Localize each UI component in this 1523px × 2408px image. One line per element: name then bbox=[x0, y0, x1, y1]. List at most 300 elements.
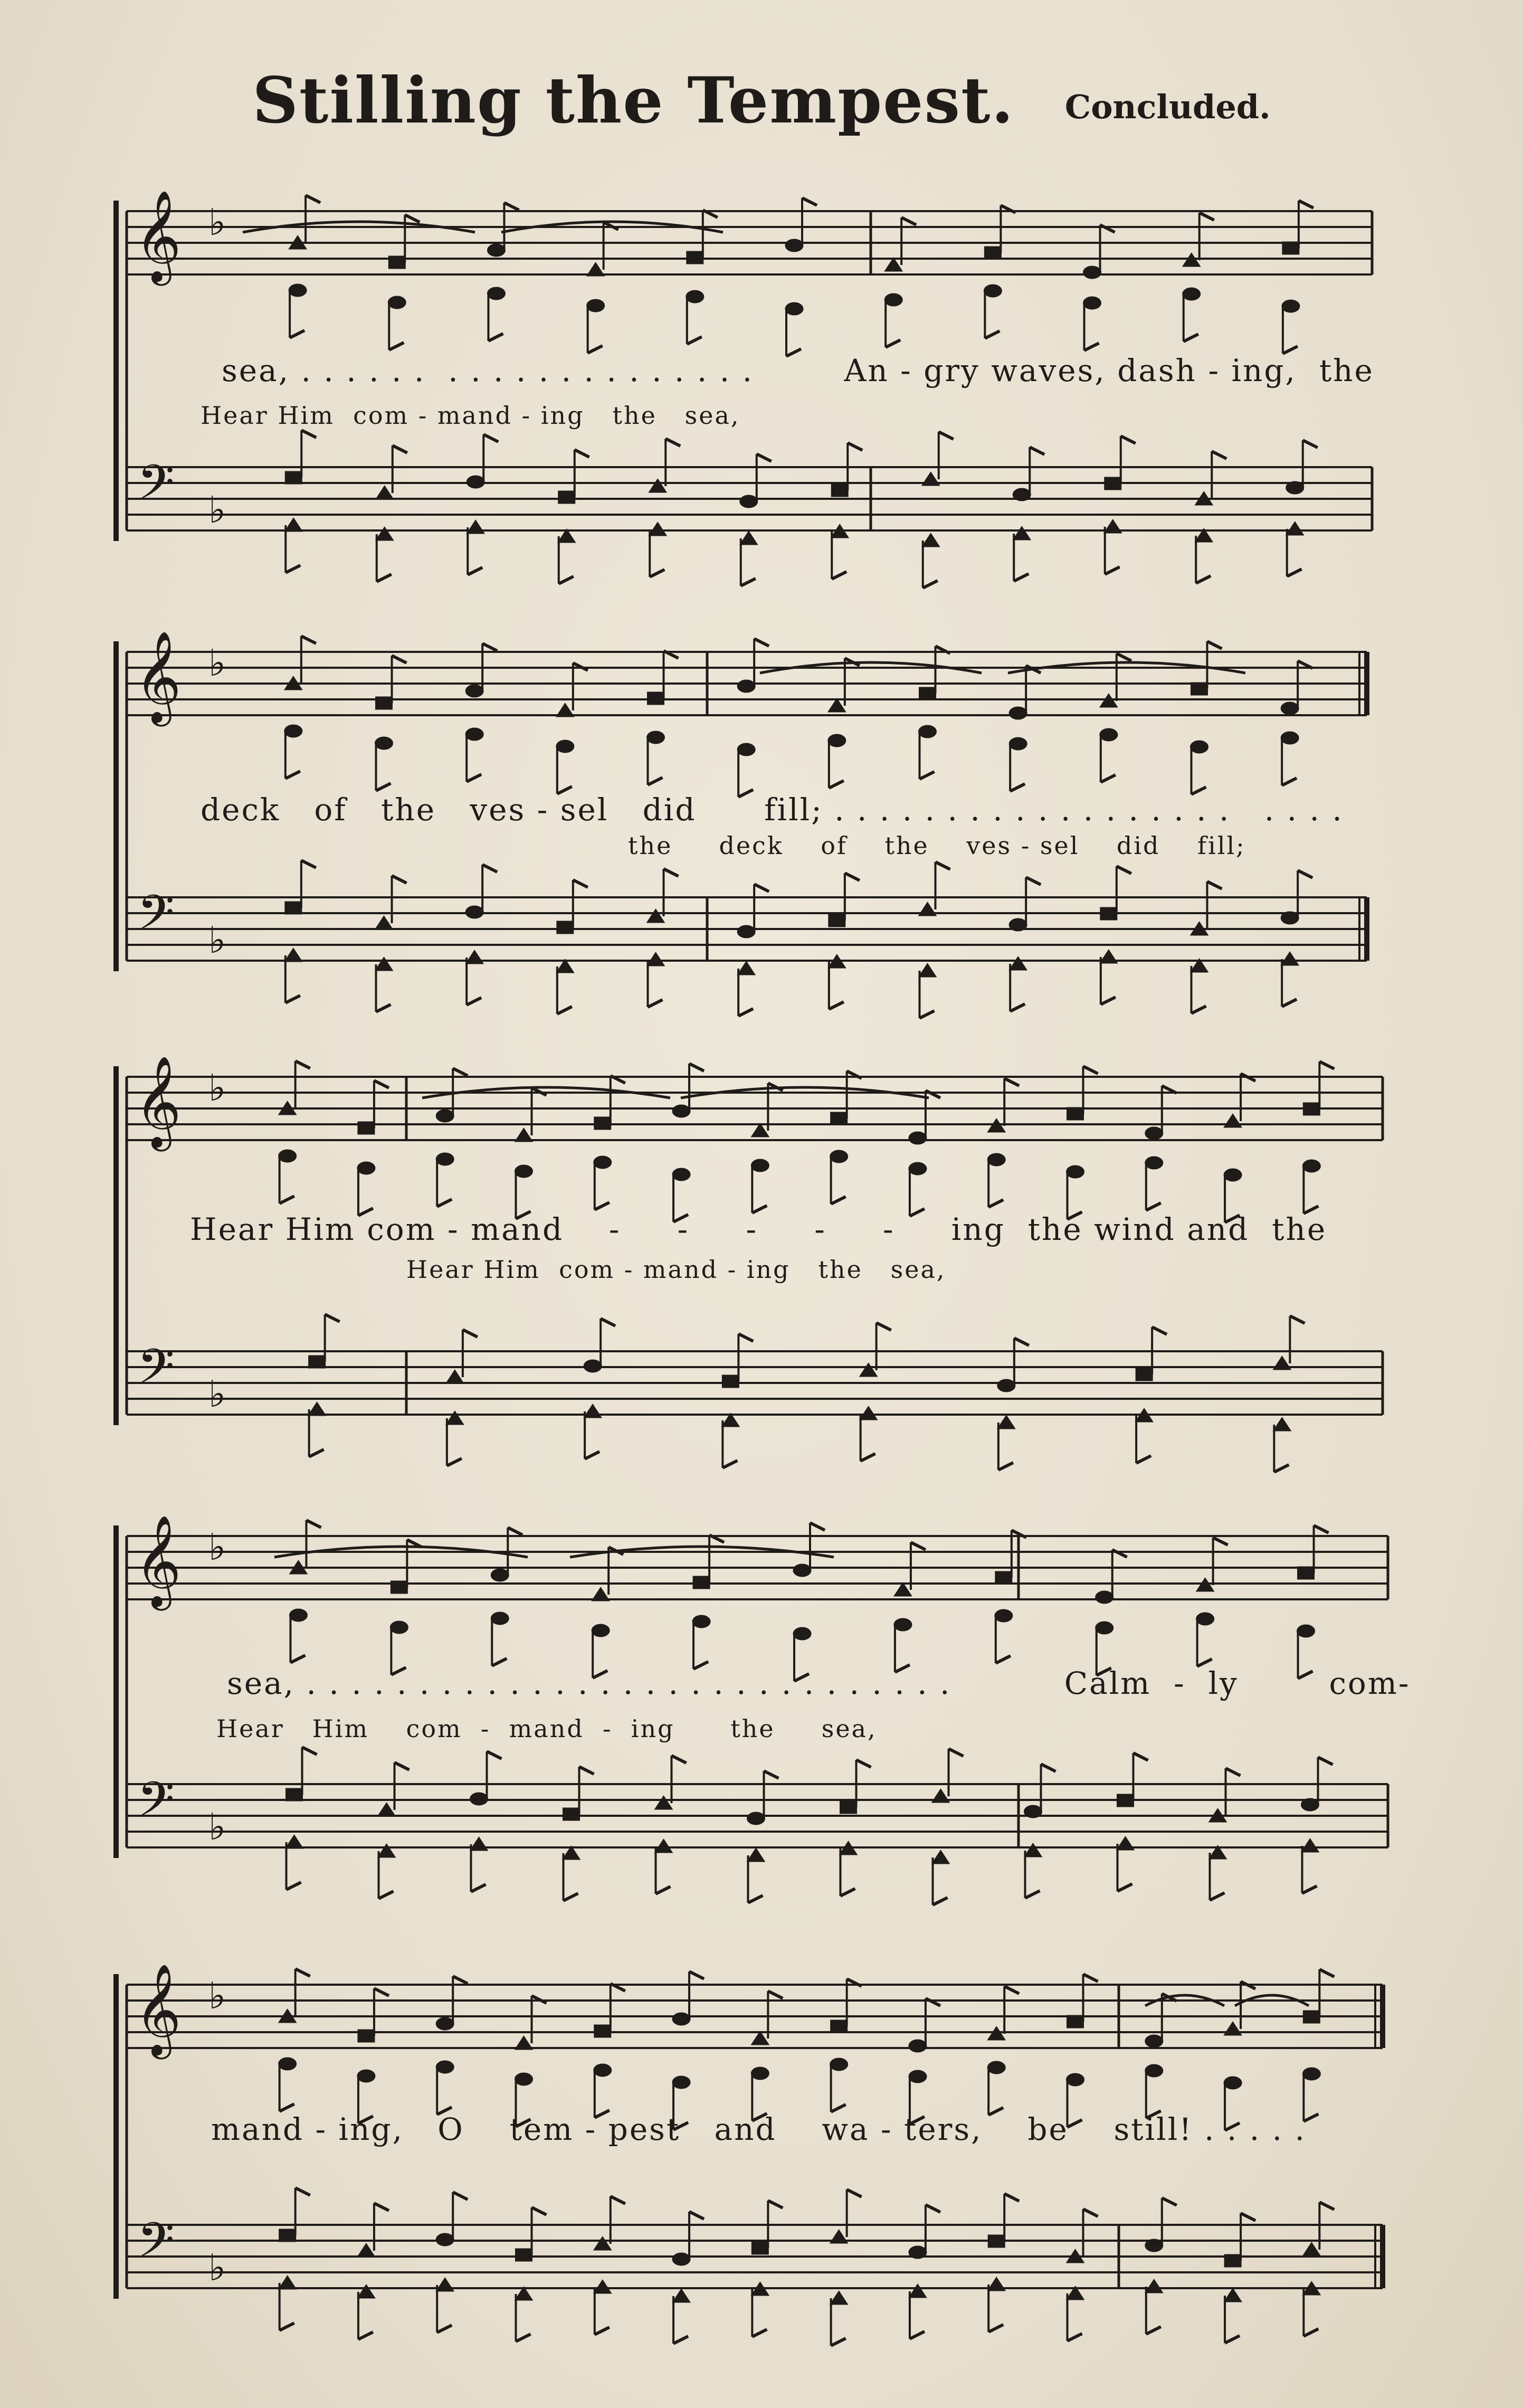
note-head bbox=[655, 1839, 673, 1853]
note-flag bbox=[949, 1749, 964, 1756]
note-head bbox=[672, 2253, 690, 2265]
note-head bbox=[672, 1105, 690, 1117]
note-head bbox=[785, 302, 803, 315]
note-flag bbox=[296, 1061, 310, 1068]
note-flag bbox=[1026, 877, 1041, 885]
note-flag bbox=[379, 1891, 394, 1899]
note-head bbox=[747, 1812, 765, 1825]
note-head bbox=[1273, 1417, 1291, 1431]
note-head bbox=[1067, 2015, 1084, 2028]
note-head bbox=[831, 2020, 848, 2033]
note-flag bbox=[389, 343, 404, 350]
note-head bbox=[987, 1153, 1005, 1166]
system-2-lyric-upper: deck of the ves - sel did fill; . . . . . . . . . . . . . . . . . . . . . . bbox=[201, 792, 1344, 828]
treble-clef-icon: 𝄞 bbox=[135, 1515, 182, 1607]
note-flag bbox=[1318, 1757, 1333, 1765]
note-head bbox=[1286, 522, 1304, 535]
note-head bbox=[1281, 732, 1299, 744]
note-flag bbox=[579, 1767, 594, 1774]
note-flag bbox=[1083, 2209, 1098, 2216]
note-head bbox=[909, 2246, 927, 2259]
note-head bbox=[592, 1624, 610, 1637]
note-flag bbox=[689, 1064, 704, 1071]
note-flag bbox=[664, 869, 679, 876]
note-flag bbox=[722, 1461, 737, 1468]
note-flag bbox=[1004, 2194, 1019, 2201]
note-flag bbox=[1298, 870, 1312, 878]
note-flag bbox=[933, 1898, 948, 1905]
note-flag bbox=[1004, 1078, 1019, 1086]
note-head bbox=[909, 2070, 927, 2083]
note-head bbox=[1183, 288, 1201, 300]
note-flag bbox=[1083, 1066, 1098, 1074]
note-head bbox=[740, 531, 758, 545]
system-3-lyric-upper: Hear Him com - mand - - - - - ing the wind and the bbox=[190, 1211, 1327, 1247]
note-head bbox=[995, 1571, 1012, 1584]
note-head bbox=[1105, 477, 1121, 490]
note-head bbox=[737, 680, 755, 693]
note-head bbox=[436, 2278, 454, 2291]
bass-clef-icon: 𝄢 bbox=[137, 1339, 175, 1406]
song-subtitle: Concluded. bbox=[1064, 88, 1271, 126]
note-flag bbox=[910, 2331, 925, 2339]
note-flag bbox=[374, 2203, 389, 2211]
note-head bbox=[1009, 956, 1027, 970]
note-head bbox=[647, 731, 665, 744]
note-flag bbox=[831, 2104, 846, 2112]
note-head bbox=[1196, 1613, 1214, 1625]
note-head bbox=[1100, 907, 1117, 920]
note-flag bbox=[504, 203, 519, 210]
note-head bbox=[1224, 1169, 1242, 1181]
note-flag bbox=[1010, 784, 1025, 791]
note-flag bbox=[1225, 2336, 1240, 2343]
note-head bbox=[284, 518, 302, 532]
note-flag bbox=[306, 1520, 321, 1528]
note-flag bbox=[1319, 1969, 1334, 1977]
note-flag bbox=[768, 2201, 783, 2208]
note-flag bbox=[831, 1197, 846, 1204]
note-head bbox=[1145, 2239, 1163, 2252]
note-flag bbox=[358, 2332, 373, 2339]
note-flag bbox=[648, 778, 663, 785]
note-head bbox=[584, 1404, 602, 1418]
note-head bbox=[1302, 2242, 1320, 2256]
note-head bbox=[987, 2061, 1005, 2074]
note-flag bbox=[1117, 653, 1131, 661]
note-flag bbox=[1146, 1203, 1161, 1210]
note-flag bbox=[687, 337, 702, 344]
note-flag bbox=[939, 432, 954, 439]
note-head bbox=[1303, 2011, 1320, 2023]
note-head bbox=[279, 2058, 297, 2070]
system-5-lyric-upper: mand - ing, O tem - pest and wa - ters, be still! . . . . . bbox=[211, 2111, 1306, 2147]
note-flag bbox=[557, 1007, 572, 1014]
note-flag bbox=[374, 1988, 389, 1996]
note-head bbox=[995, 1609, 1013, 1622]
note-head bbox=[1145, 2279, 1163, 2293]
note-head bbox=[785, 239, 803, 252]
note-flag bbox=[487, 1751, 502, 1759]
note-head bbox=[487, 287, 505, 300]
note-head bbox=[388, 256, 405, 269]
note-head bbox=[1067, 1165, 1084, 1178]
note-head bbox=[1067, 1107, 1084, 1120]
note-head bbox=[829, 914, 845, 927]
note-head bbox=[1009, 707, 1027, 719]
note-flag bbox=[1287, 569, 1302, 576]
note-head bbox=[828, 734, 846, 747]
note-head bbox=[647, 952, 665, 966]
note-head bbox=[1145, 1127, 1163, 1140]
note-head bbox=[932, 1789, 950, 1803]
note-head bbox=[467, 520, 484, 534]
note-flag bbox=[829, 781, 844, 788]
note-head bbox=[1024, 1805, 1042, 1818]
note-head bbox=[894, 1618, 912, 1631]
note-flag bbox=[482, 643, 497, 651]
note-head bbox=[655, 1796, 673, 1809]
note-flag bbox=[1117, 866, 1131, 874]
note-flag bbox=[280, 2323, 294, 2330]
note-head bbox=[465, 728, 483, 741]
note-head bbox=[594, 2236, 612, 2250]
note-flag bbox=[1241, 2213, 1255, 2221]
note-flag bbox=[665, 439, 680, 446]
bass-clef-icon: 𝄢 bbox=[137, 454, 175, 522]
note-head bbox=[594, 2064, 612, 2077]
note-head bbox=[1024, 1843, 1042, 1857]
note-flag bbox=[1319, 1061, 1334, 1069]
note-flag bbox=[845, 873, 860, 880]
note-head bbox=[922, 533, 940, 547]
system-1-lyric-lower: Hear Him com - mand - ing the sea, bbox=[201, 401, 740, 430]
note-head bbox=[648, 692, 664, 705]
note-head bbox=[357, 2284, 375, 2298]
note-flag bbox=[1014, 1338, 1029, 1345]
treble-clef-icon: 𝄞 bbox=[135, 190, 182, 282]
note-flag bbox=[810, 1523, 825, 1530]
note-head bbox=[693, 1576, 710, 1589]
note-flag bbox=[650, 570, 664, 577]
note-flag bbox=[1192, 1006, 1206, 1013]
note-head bbox=[1117, 1794, 1134, 1807]
note-flag bbox=[301, 430, 316, 438]
note-head bbox=[436, 2061, 454, 2073]
note-flag bbox=[564, 1893, 578, 1901]
note-flag bbox=[998, 1463, 1013, 1470]
note-head bbox=[751, 2242, 768, 2254]
note-head bbox=[587, 299, 605, 312]
note-head bbox=[592, 1587, 610, 1601]
flat-sign-icon: ♭ bbox=[208, 1974, 226, 2017]
note-head bbox=[831, 1112, 848, 1125]
note-flag bbox=[302, 1747, 317, 1755]
note-head bbox=[388, 296, 406, 309]
note-head bbox=[515, 1128, 533, 1142]
note-flag bbox=[376, 1004, 391, 1012]
note-flag bbox=[1014, 574, 1029, 581]
system-1-lyric-upper: sea, . . . . . . . . . . . . . . . . . . . . An - gry waves, dash - ing, the bbox=[222, 353, 1374, 388]
note-head bbox=[515, 2036, 533, 2050]
note-flag bbox=[1068, 2334, 1082, 2341]
note-head bbox=[984, 285, 1002, 297]
note-head bbox=[1281, 952, 1299, 965]
note-head bbox=[375, 957, 393, 971]
note-flag bbox=[467, 998, 481, 1005]
flat-sign-icon: ♭ bbox=[208, 918, 226, 962]
note-flag bbox=[437, 2325, 452, 2333]
note-flag bbox=[492, 1658, 507, 1666]
note-head bbox=[285, 471, 302, 484]
note-flag bbox=[1101, 775, 1116, 782]
note-head bbox=[279, 1150, 297, 1162]
note-head bbox=[391, 1581, 407, 1594]
note-head bbox=[286, 1788, 303, 1801]
note-head bbox=[984, 247, 1001, 259]
note-head bbox=[922, 472, 940, 486]
note-flag bbox=[1319, 2202, 1334, 2210]
note-flag bbox=[1207, 881, 1222, 889]
note-head bbox=[909, 1132, 927, 1144]
note-flag bbox=[1282, 999, 1297, 1007]
note-flag bbox=[508, 1528, 522, 1535]
note-flag bbox=[296, 2188, 310, 2195]
note-flag bbox=[1196, 576, 1211, 583]
note-head bbox=[751, 1159, 769, 1172]
note-head bbox=[860, 1406, 878, 1420]
note-flag bbox=[585, 1452, 599, 1459]
note-head bbox=[1301, 1838, 1319, 1852]
flat-sign-icon: ♭ bbox=[208, 2246, 226, 2289]
note-head bbox=[1224, 1114, 1242, 1127]
note-flag bbox=[764, 1771, 779, 1778]
note-flag bbox=[1302, 1886, 1317, 1893]
note-flag bbox=[285, 565, 300, 573]
note-flag bbox=[748, 1895, 763, 1903]
note-flag bbox=[1083, 1974, 1098, 1982]
note-head bbox=[375, 916, 393, 930]
note-flag bbox=[672, 1756, 687, 1763]
note-flag bbox=[689, 1971, 704, 1979]
note-head bbox=[1224, 2077, 1242, 2089]
note-head bbox=[563, 1808, 580, 1821]
note-head bbox=[737, 743, 755, 756]
system-4-lyric-lower: Hear Him com - mand - ing the sea, bbox=[216, 1714, 877, 1743]
note-flag bbox=[532, 2207, 547, 2215]
note-flag bbox=[832, 572, 846, 579]
note-head bbox=[1145, 2064, 1163, 2077]
note-flag bbox=[453, 1976, 468, 1984]
note-flag bbox=[757, 454, 772, 461]
note-flag bbox=[877, 1323, 891, 1330]
note-flag bbox=[754, 639, 769, 646]
note-head bbox=[722, 1375, 739, 1388]
note-flag bbox=[1152, 1327, 1167, 1334]
note-flag bbox=[926, 2205, 940, 2212]
note-head bbox=[1302, 1160, 1320, 1172]
note-flag bbox=[1290, 1316, 1305, 1323]
system-3-lyric-lower: Hear Him com - mand - ing the sea, bbox=[406, 1255, 946, 1284]
note-head bbox=[436, 1153, 454, 1165]
note-head bbox=[988, 2235, 1005, 2248]
note-head bbox=[446, 1370, 464, 1383]
note-head bbox=[686, 290, 704, 303]
note-flag bbox=[920, 1011, 935, 1018]
note-head bbox=[1067, 2073, 1084, 2086]
note-head bbox=[1298, 1567, 1315, 1579]
note-head bbox=[358, 2030, 375, 2042]
note-head bbox=[556, 703, 574, 717]
note-head bbox=[357, 1162, 375, 1174]
note-flag bbox=[453, 1068, 468, 1076]
note-flag bbox=[296, 1969, 310, 1976]
note-flag bbox=[374, 1080, 389, 1088]
note-flag bbox=[595, 1202, 610, 1210]
note-flag bbox=[573, 880, 588, 887]
note-flag bbox=[689, 2212, 704, 2219]
note-flag bbox=[392, 656, 407, 663]
note-head bbox=[932, 1850, 950, 1864]
flat-sign-icon: ♭ bbox=[208, 1805, 226, 1848]
note-head bbox=[737, 961, 755, 975]
note-flag bbox=[1303, 440, 1318, 448]
note-head bbox=[1282, 242, 1299, 254]
note-flag bbox=[741, 579, 756, 586]
note-head bbox=[1083, 297, 1101, 309]
note-head bbox=[1302, 2068, 1320, 2080]
note-flag bbox=[482, 865, 497, 872]
note-flag bbox=[301, 636, 316, 643]
note-head bbox=[830, 1150, 848, 1163]
note-head bbox=[1009, 737, 1027, 750]
note-flag bbox=[1303, 2329, 1318, 2336]
note-head bbox=[997, 1415, 1015, 1429]
note-flag bbox=[648, 1000, 663, 1007]
note-flag bbox=[1146, 2327, 1161, 2334]
note-head bbox=[516, 2249, 532, 2261]
note-flag bbox=[287, 1882, 301, 1890]
note-head bbox=[378, 1844, 396, 1857]
note-head bbox=[919, 902, 937, 916]
note-head bbox=[491, 1612, 509, 1625]
note-head bbox=[1096, 1622, 1113, 1634]
note-flag bbox=[1134, 1753, 1148, 1760]
note-flag bbox=[920, 772, 935, 779]
note-head bbox=[390, 1621, 408, 1634]
note-head bbox=[1297, 1625, 1315, 1637]
note-flag bbox=[752, 2329, 767, 2337]
note-head bbox=[289, 1609, 307, 1622]
note-head bbox=[594, 2280, 612, 2293]
note-head bbox=[1145, 1156, 1163, 1169]
note-head bbox=[830, 2058, 848, 2071]
note-head bbox=[793, 1564, 811, 1577]
note-flag bbox=[1184, 334, 1198, 342]
note-head bbox=[515, 2073, 533, 2085]
note-head bbox=[594, 2025, 611, 2037]
flat-sign-icon: ♭ bbox=[208, 201, 226, 244]
note-flag bbox=[923, 581, 938, 588]
note-flag bbox=[575, 450, 589, 457]
note-head bbox=[470, 1793, 488, 1805]
note-head bbox=[740, 495, 758, 508]
note-head bbox=[1301, 1798, 1319, 1811]
note-head bbox=[446, 1411, 464, 1425]
note-head bbox=[491, 1569, 509, 1581]
note-head bbox=[584, 1360, 602, 1372]
note-flag bbox=[301, 860, 316, 868]
note-flag bbox=[1210, 1893, 1225, 1900]
treble-clef-icon: 𝄞 bbox=[135, 1056, 182, 1148]
note-flag bbox=[996, 1656, 1011, 1663]
note-flag bbox=[768, 1991, 783, 1998]
flat-sign-icon: ♭ bbox=[208, 1525, 226, 1569]
note-head bbox=[465, 950, 483, 964]
note-flag bbox=[829, 1002, 844, 1009]
note-head bbox=[919, 963, 937, 977]
note-flag bbox=[1207, 641, 1222, 649]
note-flag bbox=[392, 876, 407, 883]
note-head bbox=[465, 906, 483, 918]
flat-sign-icon: ♭ bbox=[208, 1066, 226, 1110]
note-flag bbox=[405, 215, 420, 222]
note-head bbox=[919, 687, 936, 700]
note-head bbox=[557, 921, 574, 934]
note-head bbox=[1136, 1368, 1153, 1381]
note-flag bbox=[285, 771, 300, 779]
note-flag bbox=[280, 2104, 294, 2111]
flat-sign-icon: ♭ bbox=[208, 1372, 226, 1416]
note-flag bbox=[848, 443, 862, 450]
note-head bbox=[649, 522, 667, 536]
note-head bbox=[487, 244, 505, 257]
note-head bbox=[919, 725, 937, 738]
note-head bbox=[436, 2017, 454, 2030]
note-head bbox=[556, 740, 574, 753]
note-flag bbox=[1212, 451, 1226, 459]
note-head bbox=[840, 1801, 857, 1814]
note-head bbox=[909, 2284, 927, 2298]
note-head bbox=[909, 1162, 927, 1175]
note-flag bbox=[1314, 1525, 1329, 1533]
note-flag bbox=[738, 1009, 753, 1016]
note-flag bbox=[1118, 1884, 1132, 1891]
note-head bbox=[647, 909, 665, 923]
note-flag bbox=[841, 1889, 855, 1896]
note-head bbox=[594, 1117, 611, 1130]
note-flag bbox=[802, 198, 817, 205]
note-head bbox=[284, 948, 302, 962]
note-flag bbox=[886, 340, 900, 347]
note-flag bbox=[911, 1542, 926, 1550]
note-flag bbox=[988, 2325, 1003, 2332]
note-head bbox=[1117, 1836, 1135, 1850]
note-head bbox=[687, 251, 703, 264]
song-title: Stilling the Tempest. bbox=[252, 63, 1015, 138]
note-head bbox=[375, 737, 393, 750]
note-head bbox=[376, 527, 394, 541]
note-flag bbox=[1226, 1768, 1241, 1776]
note-head bbox=[649, 479, 667, 492]
note-flag bbox=[483, 434, 498, 442]
note-flag bbox=[1101, 997, 1116, 1004]
note-flag bbox=[377, 574, 392, 582]
note-head bbox=[284, 725, 302, 737]
note-head bbox=[594, 1156, 612, 1169]
note-head bbox=[467, 476, 484, 488]
note-head bbox=[289, 284, 307, 297]
